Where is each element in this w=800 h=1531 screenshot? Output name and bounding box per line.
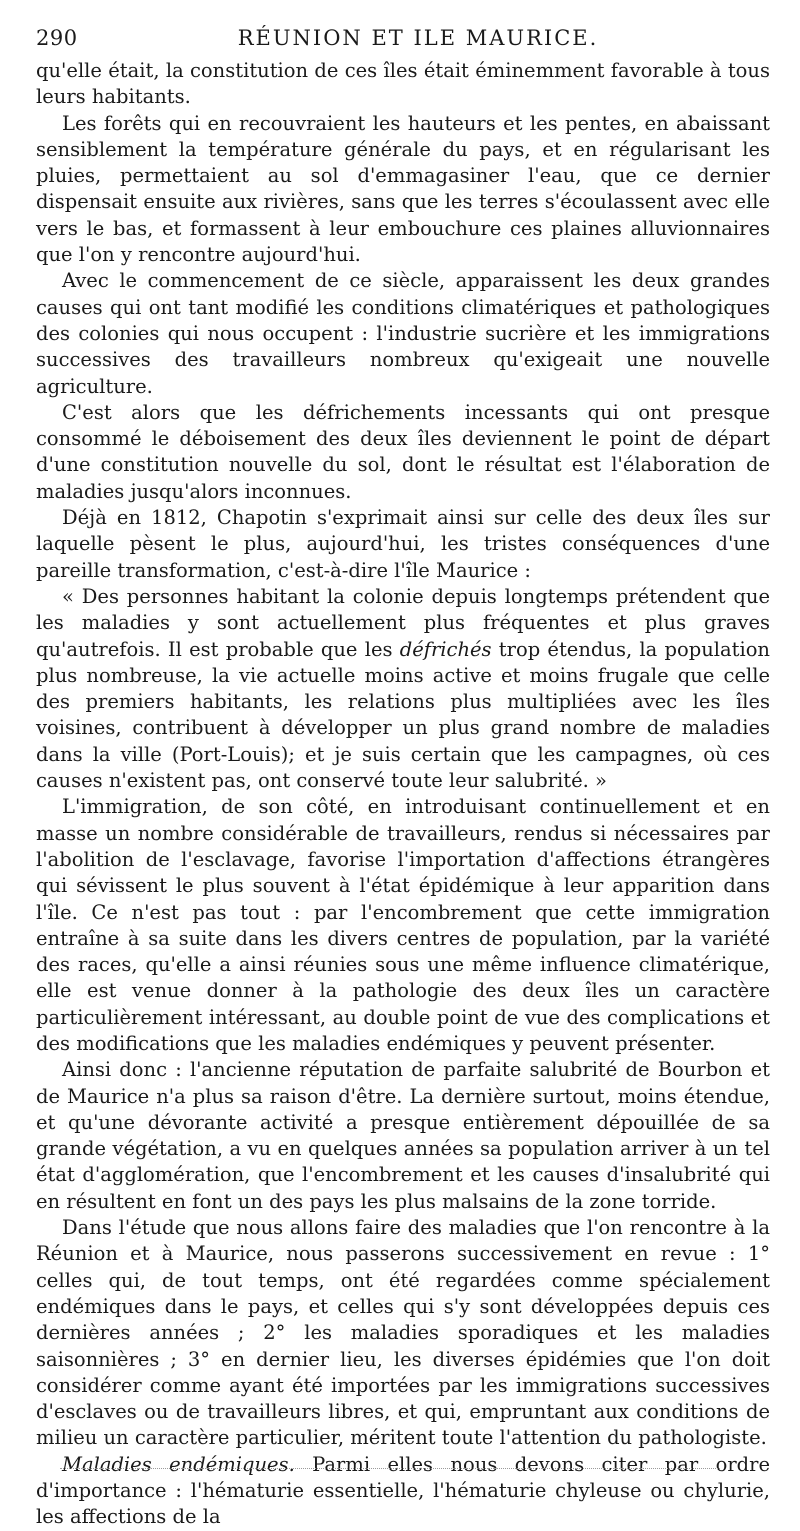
running-head [36,26,770,56]
paragraph-forests: Les forêts qui en recouvraient les hauteurs et les pentes, en abaissant sensiblement la température générale du pays, et en régularisant les pluies, permettaient au sol d'emmagasiner l'eau, que ce dernier dispensait ensuite aux rivières, sans que les terres s'écoulassent avec elle vers le bas, et formassent à leur embouchure ces plaines alluvionnaires que l'on y rencontre aujourd'hui. [36,111,770,267]
paragraph-endemic-diseases [36,1452,770,1531]
paragraph-continuation: qu'elle était, la constitution de ces îles était éminemment favorable à tous leurs habitants. [36,59,770,109]
paragraph-quotation [36,584,770,794]
paragraph-study-plan: Dans l'étude que nous allons faire des maladies que l'on rencontre à la Réunion et à Maurice, nous passerons successivement en revue : 1° celles qui, de tout temps, ont été regardées comme spécialement endémiques dans le pays, et celles qui s'y sont développées depuis ces dernières années ; 2° les maladies sporadiques et les maladies saisonnières ; 3° en dernier lieu, les diverses épidémies que l'on doit considérer comme ayant été importées par les immigrations successives d'esclaves ou de travailleurs libres, et qui, empruntant aux conditions de milieu un caractère particulier, méritent toute l'attention du pathologiste. [36,1216,770,1450]
paragraph-century-causes: Avec le commencement de ce siècle, apparaissent les deux grandes causes qui ont tant modifié les conditions climatériques et pathologiques des colonies qui nous occupent : l'industrie sucrière et les immigrations successives des travailleurs nombreux qu'exigeait une nouvelle agriculture. [36,269,770,398]
quotation-emphasis: défrichés [399,637,492,661]
paragraph-chapotin: Déjà en 1812, Chapotin s'exprimait ainsi sur celle des deux îles sur laquelle pèsent le plus, aujourd'hui, les tristes conséquences d'une pareille transformation, c'est-à-dire l'île Maurice : [36,506,770,582]
page-number: 290 [36,26,78,50]
running-title: RÉUNION ET ILE MAURICE. [237,26,599,50]
paragraph-reputation: Ainsi donc : l'ancienne réputation de parfaite salubrité de Bourbon et de Maurice n'a plus sa raison d'être. La dernière surtout, moins étendue, et qu'une dévorante activité a presque entièrement dépouillée de sa grande végétation, a vu en quelques années sa population arriver à un tel état d'agglomération, que l'encombrement et les causes d'insalubrité qui en résultent en font un des pays les plus malsains de la zone torride. [36,1058,770,1213]
body-text [36,58,770,1531]
quotation-text-end: trop étendus, la population plus nombreuse, la vie actuelle moins active et moins frugale que celle des premiers habitants, les relations plus multipliées avec les îles voisines, contribuent à développer un plus grand nombre de maladies dans la ville (Port-Louis); et je suis certain que les campagnes, où ces causes n'existent pas, ont conservé toute leur salubrité. » [36,637,770,793]
footer-bleedthrough-line [60,1468,720,1470]
paragraph-immigration: L'immigration, de son côté, en introduisant continuellement et en masse un nombre considérable de travailleurs, rendus si nécessaires par l'abolition de l'esclavage, favorise l'importation d'affections étrangères qui sévissent le plus souvent à l'état épidémique à leur apparition dans l'île. Ce n'est pas tout : par l'encombrement que cette immigration entraîne à sa suite dans les divers centres de population, par la variété des races, qu'elle a ainsi réunies sous une même influence climatérique, elle est venue donner à la pathologie des deux îles un caractère particulièrement intéressant, au double point de vue des complications et des modifications que les maladies endémiques y peuvent présenter. [36,795,770,1055]
section-heading-endemic: Maladies endémiques. [62,1452,295,1476]
quotation-text-start: « Des personnes habitant la colonie depuis longtemps prétendent que les maladies y sont actuellement plus fréquentes et plus graves qu'autrefois. Il est probable que les [36,584,770,661]
paragraph-deforestation: C'est alors que les défrichements incessants qui ont presque consommé le déboisement des deux îles deviennent le point de départ d'une constitution nouvelle du sol, dont le résultat est l'élaboration de maladies jusqu'alors inconnues. [36,400,770,503]
endemic-text: Parmi elles nous devons citer par ordre d'importance : l'hématurie essentielle, l'hématurie chyleuse ou chylurie, les affections de la [36,1452,770,1529]
